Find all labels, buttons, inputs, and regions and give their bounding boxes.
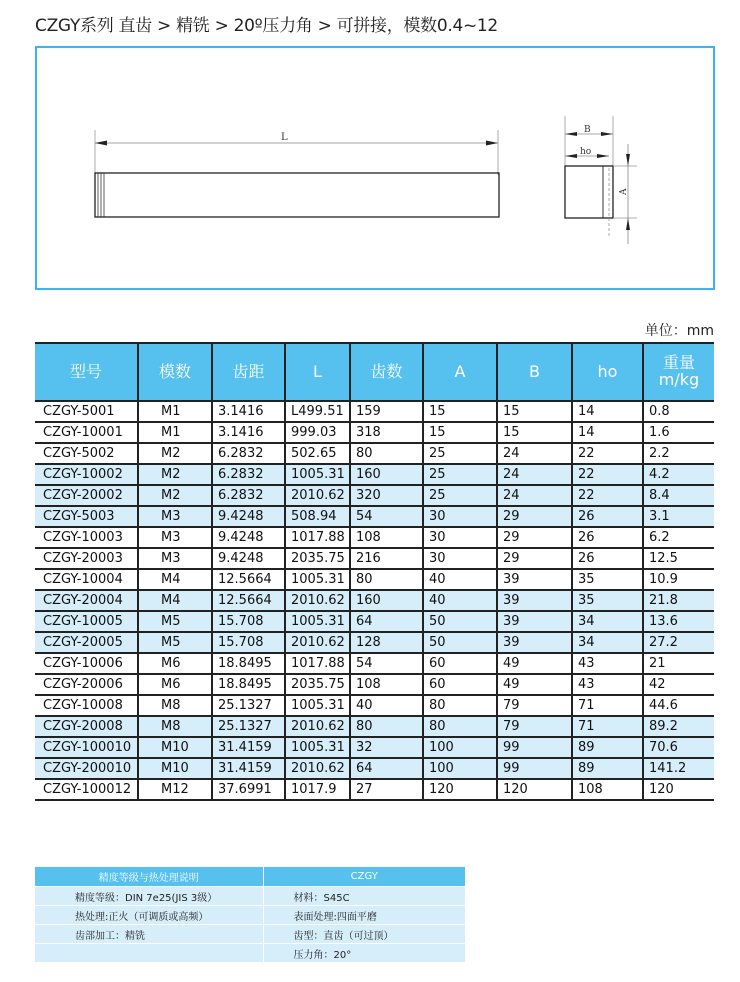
cell-pitch: 18.8495 — [212, 653, 285, 674]
cell-length: 502.65 — [285, 443, 350, 464]
technical-drawing — [35, 46, 715, 290]
cell-model: CZGY-100012 — [35, 779, 138, 800]
note-right: 齿型：直齿（可过顶） — [263, 925, 465, 944]
cell-model: CZGY-10004 — [35, 569, 138, 590]
cell-length: 2010.62 — [285, 716, 350, 737]
cell-pitch: 18.8495 — [212, 674, 285, 695]
cell-model: CZGY-10001 — [35, 422, 138, 443]
cell-length: L499.51 — [285, 401, 350, 422]
cell-A: 100 — [423, 737, 497, 758]
cell-B: 29 — [497, 506, 572, 527]
cell-ho: 89 — [572, 758, 643, 779]
unit-label: 单位：mm — [644, 323, 714, 339]
cell-weight: 4.2 — [643, 464, 714, 485]
notes-row — [35, 906, 465, 925]
spec-table-body — [35, 401, 714, 800]
header-pitch: 齿距 — [212, 343, 285, 401]
cell-module: M12 — [138, 779, 212, 800]
cell-A: 120 — [423, 779, 497, 800]
cell-length: 1005.31 — [285, 611, 350, 632]
table-row — [35, 422, 714, 443]
cell-weight: 21.8 — [643, 590, 714, 611]
cell-weight: 120 — [643, 779, 714, 800]
cell-model: CZGY-10008 — [35, 695, 138, 716]
cell-pitch: 31.4159 — [212, 758, 285, 779]
note-left — [35, 944, 263, 963]
table-row — [35, 506, 714, 527]
cell-teeth: 64 — [350, 758, 423, 779]
cell-model: CZGY-10006 — [35, 653, 138, 674]
table-row — [35, 611, 714, 632]
cell-teeth: 216 — [350, 548, 423, 569]
cell-weight: 42 — [643, 674, 714, 695]
cell-length: 1017.9 — [285, 779, 350, 800]
cell-module: M3 — [138, 506, 212, 527]
label-A: A — [619, 188, 629, 195]
cell-teeth: 54 — [350, 506, 423, 527]
front-view — [95, 130, 499, 217]
label-ho: ho — [580, 147, 592, 157]
note-left: 齿部加工：精铣 — [35, 925, 263, 944]
note-right: 压力角：20° — [263, 944, 465, 963]
cell-model: CZGY-10005 — [35, 611, 138, 632]
cell-B: 15 — [497, 422, 572, 443]
header-weight-bottom: m/kg — [658, 370, 700, 389]
cell-model: CZGY-20004 — [35, 590, 138, 611]
cell-ho: 22 — [572, 464, 643, 485]
cell-length: 2035.75 — [285, 674, 350, 695]
cell-module: M1 — [138, 422, 212, 443]
rack-body — [95, 173, 499, 217]
cell-length: 999.03 — [285, 422, 350, 443]
drawing-svg — [37, 48, 713, 288]
cell-length: 2010.62 — [285, 590, 350, 611]
cell-model: CZGY-5002 — [35, 443, 138, 464]
header-A: A — [423, 343, 497, 401]
table-row — [35, 548, 714, 569]
cell-module: M2 — [138, 443, 212, 464]
cell-ho: 71 — [572, 695, 643, 716]
cell-teeth: 80 — [350, 443, 423, 464]
cell-weight: 1.6 — [643, 422, 714, 443]
cell-A: 25 — [423, 443, 497, 464]
notes-header — [35, 867, 465, 887]
cell-module: M8 — [138, 695, 212, 716]
header-length: L — [285, 343, 350, 401]
cell-pitch: 37.6991 — [212, 779, 285, 800]
cell-pitch: 31.4159 — [212, 737, 285, 758]
cell-length: 2010.62 — [285, 485, 350, 506]
cell-B: 24 — [497, 443, 572, 464]
cell-module: M3 — [138, 527, 212, 548]
notes-table — [35, 867, 465, 962]
cell-A: 40 — [423, 569, 497, 590]
cell-teeth: 80 — [350, 716, 423, 737]
cell-module: M6 — [138, 674, 212, 695]
table-row — [35, 527, 714, 548]
cell-teeth: 159 — [350, 401, 423, 422]
cell-model: CZGY-5003 — [35, 506, 138, 527]
table-row — [35, 569, 714, 590]
spec-table-header — [35, 343, 714, 401]
cell-B: 24 — [497, 485, 572, 506]
cell-pitch: 15.708 — [212, 611, 285, 632]
spec-table — [35, 342, 714, 801]
cell-pitch: 9.4248 — [212, 548, 285, 569]
cell-weight: 70.6 — [643, 737, 714, 758]
cell-model: CZGY-5001 — [35, 401, 138, 422]
cell-model: CZGY-20003 — [35, 548, 138, 569]
table-row — [35, 464, 714, 485]
table-row — [35, 653, 714, 674]
cell-pitch: 6.2832 — [212, 464, 285, 485]
cell-A: 80 — [423, 716, 497, 737]
cell-length: 1005.31 — [285, 695, 350, 716]
cell-A: 25 — [423, 464, 497, 485]
cell-pitch: 3.1416 — [212, 401, 285, 422]
cell-ho: 26 — [572, 548, 643, 569]
cell-pitch: 3.1416 — [212, 422, 285, 443]
cell-pitch: 25.1327 — [212, 716, 285, 737]
cell-model: CZGY-20005 — [35, 632, 138, 653]
cell-B: 15 — [497, 401, 572, 422]
cell-teeth: 40 — [350, 695, 423, 716]
cell-B: 79 — [497, 695, 572, 716]
cell-ho: 26 — [572, 527, 643, 548]
note-left: 热处理:正火（可调质或高频） — [35, 906, 263, 925]
cell-weight: 89.2 — [643, 716, 714, 737]
cell-length: 1005.31 — [285, 569, 350, 590]
header-weight — [643, 343, 714, 401]
cell-module: M6 — [138, 653, 212, 674]
cell-ho: 22 — [572, 443, 643, 464]
cell-weight: 44.6 — [643, 695, 714, 716]
cell-module: M4 — [138, 569, 212, 590]
cell-weight: 6.2 — [643, 527, 714, 548]
cell-length: 1005.31 — [285, 737, 350, 758]
cell-B: 39 — [497, 569, 572, 590]
cell-module: M1 — [138, 401, 212, 422]
cell-weight: 27.2 — [643, 632, 714, 653]
cell-ho: 35 — [572, 569, 643, 590]
page-title: CZGY系列 直齿 > 精铣 > 20º压力角 > 可拼接，模数0.4~12 — [35, 16, 498, 36]
cell-ho: 22 — [572, 485, 643, 506]
header-model: 型号 — [35, 343, 138, 401]
cell-A: 25 — [423, 485, 497, 506]
cell-module: M3 — [138, 548, 212, 569]
cell-A: 15 — [423, 422, 497, 443]
cell-length: 2035.75 — [285, 548, 350, 569]
cell-teeth: 160 — [350, 464, 423, 485]
cell-ho: 108 — [572, 779, 643, 800]
cell-module: M5 — [138, 632, 212, 653]
header-weight-top: 重量 — [662, 353, 695, 373]
cell-pitch: 6.2832 — [212, 443, 285, 464]
header-teeth: 齿数 — [350, 343, 423, 401]
cell-A: 40 — [423, 590, 497, 611]
cell-ho: 14 — [572, 422, 643, 443]
notes-header-right: CZGY — [263, 867, 465, 887]
cell-B: 24 — [497, 464, 572, 485]
cell-ho: 34 — [572, 632, 643, 653]
cell-module: M2 — [138, 485, 212, 506]
cell-model: CZGY-20002 — [35, 485, 138, 506]
cell-teeth: 318 — [350, 422, 423, 443]
cell-B: 79 — [497, 716, 572, 737]
cell-pitch: 9.4248 — [212, 527, 285, 548]
cell-model: CZGY-100010 — [35, 737, 138, 758]
cell-teeth: 108 — [350, 527, 423, 548]
cell-B: 29 — [497, 527, 572, 548]
cell-weight: 10.9 — [643, 569, 714, 590]
note-right: 材料：S45C — [263, 887, 465, 906]
cell-weight: 3.1 — [643, 506, 714, 527]
cell-B: 99 — [497, 758, 572, 779]
note-left: 精度等级：DIN 7e25(JIS 3级） — [35, 887, 263, 906]
table-row — [35, 674, 714, 695]
header-module: 模数 — [138, 343, 212, 401]
cell-A: 60 — [423, 674, 497, 695]
cell-ho: 34 — [572, 611, 643, 632]
cell-B: 49 — [497, 653, 572, 674]
cell-ho: 35 — [572, 590, 643, 611]
cell-weight: 13.6 — [643, 611, 714, 632]
cell-B: 29 — [497, 548, 572, 569]
cell-model: CZGY-20008 — [35, 716, 138, 737]
cell-ho: 43 — [572, 674, 643, 695]
table-row — [35, 590, 714, 611]
cell-teeth: 320 — [350, 485, 423, 506]
cell-length: 1017.88 — [285, 653, 350, 674]
cell-teeth: 160 — [350, 590, 423, 611]
header-B: B — [497, 343, 572, 401]
cell-length: 2010.62 — [285, 632, 350, 653]
cell-module: M10 — [138, 758, 212, 779]
label-L: L — [281, 132, 288, 143]
side-view — [565, 116, 637, 244]
cell-model: CZGY-10003 — [35, 527, 138, 548]
table-row — [35, 716, 714, 737]
table-row — [35, 401, 714, 422]
cell-teeth: 32 — [350, 737, 423, 758]
cell-A: 60 — [423, 653, 497, 674]
cell-ho: 43 — [572, 653, 643, 674]
cell-ho: 71 — [572, 716, 643, 737]
cell-module: M4 — [138, 590, 212, 611]
notes-row — [35, 925, 465, 944]
table-row — [35, 443, 714, 464]
cell-module: M5 — [138, 611, 212, 632]
arrow-left-icon — [95, 141, 107, 146]
header-ho: ho — [572, 343, 643, 401]
cell-weight: 0.8 — [643, 401, 714, 422]
cell-A: 30 — [423, 506, 497, 527]
cell-weight: 2.2 — [643, 443, 714, 464]
cell-A: 30 — [423, 548, 497, 569]
table-row — [35, 779, 714, 800]
cell-module: M2 — [138, 464, 212, 485]
cell-ho: 26 — [572, 506, 643, 527]
table-row — [35, 758, 714, 779]
cell-weight: 21 — [643, 653, 714, 674]
cell-pitch: 25.1327 — [212, 695, 285, 716]
cell-B: 39 — [497, 590, 572, 611]
cell-model: CZGY-200010 — [35, 758, 138, 779]
cell-teeth: 64 — [350, 611, 423, 632]
cell-model: CZGY-10002 — [35, 464, 138, 485]
cell-module: M10 — [138, 737, 212, 758]
cell-ho: 14 — [572, 401, 643, 422]
cell-A: 80 — [423, 695, 497, 716]
cell-weight: 141.2 — [643, 758, 714, 779]
cell-length: 2010.62 — [285, 758, 350, 779]
notes-row — [35, 944, 465, 963]
table-row — [35, 695, 714, 716]
note-right: 表面处理:四面平磨 — [263, 906, 465, 925]
cell-A: 30 — [423, 527, 497, 548]
cell-module: M8 — [138, 716, 212, 737]
cell-A: 50 — [423, 611, 497, 632]
label-B: B — [584, 125, 591, 135]
cell-pitch: 9.4248 — [212, 506, 285, 527]
cell-ho: 89 — [572, 737, 643, 758]
cell-weight: 12.5 — [643, 548, 714, 569]
table-row — [35, 737, 714, 758]
notes-body — [35, 887, 465, 963]
cell-A: 15 — [423, 401, 497, 422]
cell-A: 100 — [423, 758, 497, 779]
cell-model: CZGY-20006 — [35, 674, 138, 695]
rack-cross-section — [565, 166, 613, 218]
notes-row — [35, 887, 465, 906]
cell-pitch: 15.708 — [212, 632, 285, 653]
cell-B: 49 — [497, 674, 572, 695]
cell-length: 1017.88 — [285, 527, 350, 548]
cell-teeth: 54 — [350, 653, 423, 674]
cell-teeth: 80 — [350, 569, 423, 590]
arrow-right-icon — [486, 141, 498, 146]
cell-B: 39 — [497, 611, 572, 632]
cell-B: 39 — [497, 632, 572, 653]
cell-pitch: 12.5664 — [212, 569, 285, 590]
cell-B: 120 — [497, 779, 572, 800]
cell-teeth: 27 — [350, 779, 423, 800]
table-row — [35, 632, 714, 653]
notes-header-left: 精度等级与热处理说明 — [35, 867, 263, 887]
table-row — [35, 485, 714, 506]
cell-length: 508.94 — [285, 506, 350, 527]
cell-pitch: 6.2832 — [212, 485, 285, 506]
cell-B: 99 — [497, 737, 572, 758]
cell-A: 50 — [423, 632, 497, 653]
cell-teeth: 108 — [350, 674, 423, 695]
cell-weight: 8.4 — [643, 485, 714, 506]
cell-teeth: 128 — [350, 632, 423, 653]
cell-length: 1005.31 — [285, 464, 350, 485]
cell-pitch: 12.5664 — [212, 590, 285, 611]
